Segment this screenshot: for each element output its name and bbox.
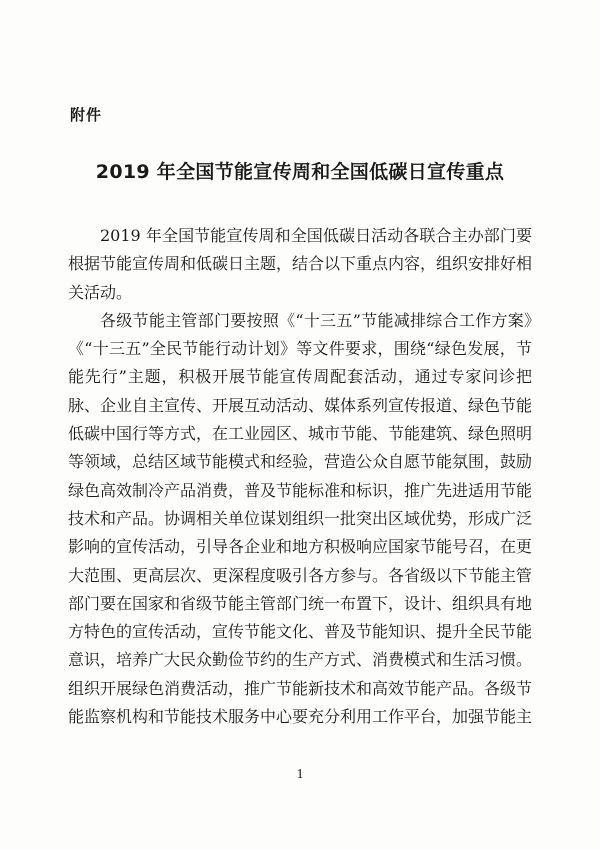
attachment-label: 附件 — [70, 106, 103, 124]
paragraph-intro: 2019 年全国节能宣传周和全国低碳日活动各联合主办部门要根据节能宣传周和低碳日主题，结合以下重点内容，组织安排好相关活动。 — [68, 226, 533, 302]
document-body — [68, 222, 532, 731]
page-number: 1 — [296, 767, 304, 782]
document-title: 2019 年全国节能宣传周和全国低碳日宣传重点 — [95, 161, 505, 183]
paragraph-main: 各级节能主管部门要按照《“十三五”节能减排综合工作方案》《“十三五”全民节能行动计划》等文件要求，围绕“绿色发展，节能先行”主题，积极开展节能宣传周配套活动，通过专家问诊把脉、企业自主宣传、开展互动活动、媒体系列宣传报道、绿色节能低碳中国行等方式，在工业园区、城市节能、节能建筑、绿色照明等领域，总结区域节能模式和经验，营造公众自愿节能氛围，鼓励绿色高效制冷产品消费，普及节能标准和标识，推广先进适用节能技术和产品。协调相关单位谋划组织一批突出区域优势，形成广泛影响的宣传活动，引导各企业和地方积极响应国家节能号召，在更大范围、更高层次、更深程度吸引各方参与。各省级以下节能主管部门要在国家和省级节能主管部门统一布置下，设计、组织具有地方特色的宣传活动，宣传节能文化、普及节能知识、提升全民节能意识，培养广大民众勤俭节约的生产方式、消费模式和生活习惯。组织开展绿色消费活动，推广节能新技术和高效节能产品。各级节能监察机构和节能技术服务中心要充分利用工作平台，加强节能主 — [68, 310, 533, 727]
